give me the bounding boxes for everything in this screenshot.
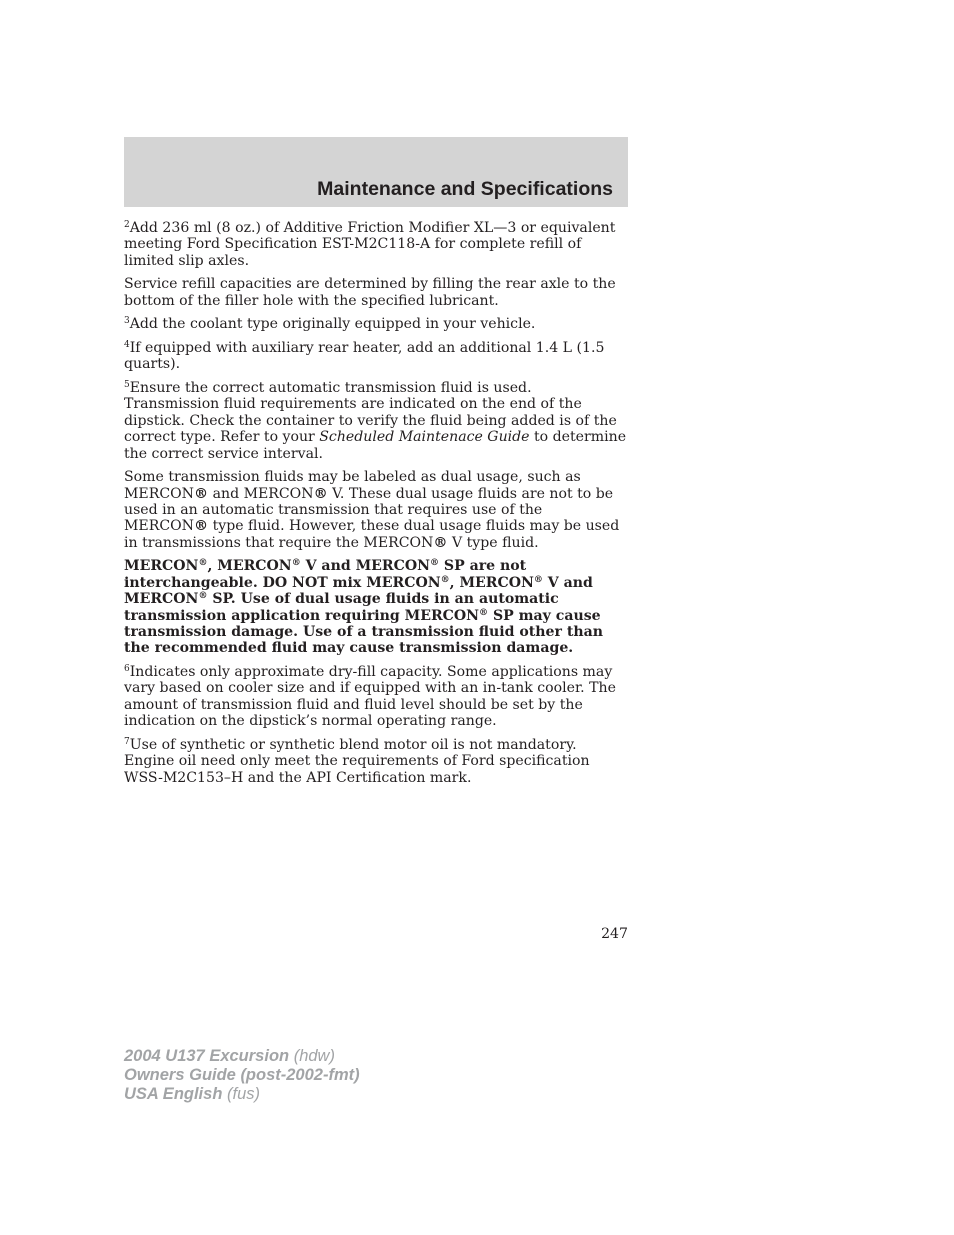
section-header-band bbox=[124, 137, 628, 207]
footnote-5 bbox=[124, 380, 628, 462]
footnote-marker: 7 bbox=[124, 736, 130, 747]
registered-mark: ® bbox=[313, 485, 328, 502]
footnote-text: Add the coolant type originally equipped in your vehicle. bbox=[129, 316, 536, 333]
registered-mark: ® bbox=[440, 574, 450, 585]
footnote-6 bbox=[124, 664, 628, 730]
footer-code: (fus) bbox=[222, 1085, 260, 1103]
footer-guide: Owners Guide (post-2002-fmt) bbox=[124, 1066, 360, 1084]
registered-mark: ® bbox=[198, 591, 208, 602]
footnote-text: Add 236 ml (8 oz.) of Additive Friction Modifier XL—3 or equivalent meeting Ford Specification EST-M2C118-A for complete refill of limited slip axles. bbox=[124, 220, 616, 269]
footer-line-3 bbox=[124, 1085, 360, 1104]
footnote-3 bbox=[124, 316, 628, 332]
footer-model: 2004 U137 Excursion bbox=[124, 1047, 290, 1065]
text-run: type fluid. However, these dual usage fluids may be used in transmissions that require the MERCON bbox=[124, 518, 620, 551]
footer-code: (hdw) bbox=[289, 1047, 335, 1065]
text-run: MERCON bbox=[124, 558, 199, 575]
page-number: 247 bbox=[601, 926, 628, 942]
text-run: V and MERCON bbox=[300, 558, 431, 575]
footnote-text: Use of synthetic or synthetic blend motor oil is not mandatory. Engine oil need only meet the requirements of Ford specification WSS-M2C153–H and the API Certification mark. bbox=[124, 736, 590, 786]
service-refill-paragraph: Service refill capacities are determined by filling the rear axle to the bottom of the filler hole with the specified lubricant. bbox=[124, 276, 616, 309]
page-content bbox=[124, 220, 628, 793]
registered-mark: ® bbox=[194, 485, 209, 502]
registered-mark: ® bbox=[430, 558, 440, 569]
text-run: , MERCON bbox=[207, 558, 292, 575]
footnote-marker: 4 bbox=[124, 340, 130, 350]
document-footer bbox=[124, 1047, 360, 1104]
registered-mark: ® bbox=[291, 558, 301, 569]
text-run: V type fluid. bbox=[447, 534, 539, 551]
dual-usage-paragraph bbox=[124, 469, 628, 551]
footnote-marker: 6 bbox=[124, 664, 130, 675]
text-run: V. These dual usage fluids are not to be used in an automatic transmission that requires use of the MERCON bbox=[124, 485, 614, 535]
registered-mark: ® bbox=[533, 574, 543, 585]
warning-paragraph bbox=[124, 558, 628, 656]
footnote-marker: 5 bbox=[124, 380, 130, 390]
footnote-4 bbox=[124, 340, 628, 373]
footer-language: USA English bbox=[124, 1085, 223, 1103]
registered-mark: ® bbox=[198, 558, 208, 569]
text-run: SP. Use of dual usage fluids in an automatic transmission application requiring MERCON bbox=[124, 591, 559, 624]
footnote-text: Ensure the correct automatic transmission fluid is used. Transmission fluid requirements are indicated on the end of the dipstick. Check the container to verify the fluid being added is of the correct type. Refer to your bbox=[124, 380, 617, 446]
text-run: Some transmission fluids may be labeled as dual usage, such as MERCON bbox=[124, 469, 581, 502]
footnote-2 bbox=[124, 220, 628, 269]
footer-line-1 bbox=[124, 1047, 360, 1066]
guide-title: Scheduled Maintenace Guide bbox=[319, 429, 530, 446]
text-run: SP may cause transmission damage. Use of a transmission fluid other than the recommended fluid may cause transmission damage. bbox=[124, 607, 603, 657]
text-run: SP are not interchangeable. DO NOT mix MERCON bbox=[124, 558, 527, 591]
section-title: Maintenance and Specifications bbox=[317, 178, 613, 200]
text-run: , MERCON bbox=[449, 574, 534, 591]
footnote-text: If equipped with auxiliary rear heater, add an additional 1.4 L (1.5 quarts). bbox=[124, 340, 605, 373]
registered-mark: ® bbox=[433, 534, 448, 551]
footnote-text: to determine the correct service interval. bbox=[124, 429, 627, 462]
footer-line-2 bbox=[124, 1066, 360, 1085]
registered-mark: ® bbox=[194, 518, 209, 535]
text-run: V and MERCON bbox=[124, 574, 593, 608]
footnote-marker: 2 bbox=[124, 220, 130, 230]
registered-mark: ® bbox=[479, 607, 489, 618]
footnote-text: Indicates only approximate dry-fill capacity. Some applications may vary based on cooler size and if equipped with an in-tank cooler. The amount of transmission fluid and fluid level should be set by the indication on the dipstick’s normal operating range. bbox=[124, 664, 616, 730]
text-run: and MERCON bbox=[208, 485, 314, 502]
footnote-7 bbox=[124, 737, 628, 786]
footnote-marker: 3 bbox=[124, 316, 130, 327]
